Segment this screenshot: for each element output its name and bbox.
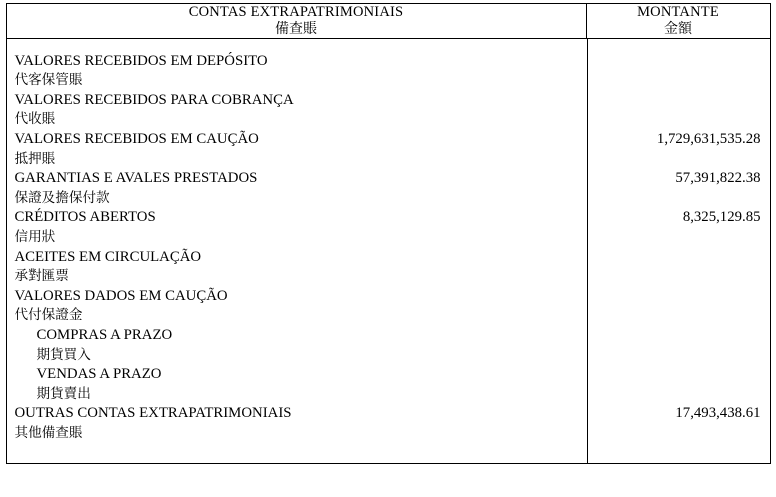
- account-amount: 17,493,438.61: [675, 405, 761, 422]
- account-amount: 1,729,631,535.28: [656, 131, 761, 147]
- table-row: [7, 171, 770, 191]
- account-rows: [7, 39, 770, 446]
- header-description-pt: CONTAS EXTRAPATRIMONIAIS: [188, 4, 404, 20]
- table-row: [7, 250, 770, 270]
- table-row: [7, 308, 770, 328]
- table-row: [7, 406, 770, 426]
- extrapatrimonial-accounts-table: [6, 3, 771, 464]
- account-label: 保證及擔保付款: [14, 189, 110, 206]
- table-row: [7, 112, 770, 132]
- account-label: 代收賬: [14, 111, 56, 128]
- account-label: 其他備查賬: [14, 424, 83, 441]
- body-wrapper: [7, 39, 770, 463]
- account-label: VALORES RECEBIDOS PARA COBRANÇA: [14, 91, 294, 108]
- account-label: 期貨賣出: [36, 385, 91, 402]
- header-description-zh: 備查賬: [275, 21, 317, 38]
- account-amount: 57,391,822.38: [675, 170, 761, 187]
- table-row: [7, 54, 770, 74]
- table-row: [7, 328, 770, 348]
- account-amount: 8,325,129.85: [682, 209, 761, 226]
- table-row: [7, 152, 770, 172]
- header-amount-zh: 金額: [664, 21, 692, 38]
- account-label: CRÉDITOS ABERTOS: [14, 209, 156, 226]
- table-row: [7, 210, 770, 230]
- account-label: VENDAS A PRAZO: [36, 366, 162, 383]
- account-label: 信用狀: [14, 228, 56, 245]
- account-label: GARANTIAS E AVALES PRESTADOS: [14, 170, 258, 187]
- account-label: 抵押賬: [14, 150, 56, 167]
- account-label: 承對匯票: [14, 268, 69, 285]
- table-header: [6, 4, 770, 39]
- body-cell: [6, 38, 770, 463]
- account-label: 代付保證金: [14, 307, 83, 324]
- account-label: VALORES DADOS EM CAUÇÃO: [14, 287, 228, 304]
- account-label: VALORES RECEBIDOS EM DEPÓSITO: [14, 52, 268, 69]
- table-row: [7, 367, 770, 387]
- table-row: [7, 230, 770, 250]
- table-row: [7, 132, 770, 152]
- account-label: COMPRAS A PRAZO: [36, 326, 173, 343]
- table-row: [7, 289, 770, 309]
- table-row: [7, 348, 770, 368]
- account-label: 代客保管賬: [14, 72, 83, 89]
- account-label: OUTRAS CONTAS EXTRAPATRIMONIAIS: [14, 405, 292, 422]
- header-amount-pt: MONTANTE: [637, 4, 719, 20]
- account-label: 期貨買入: [36, 346, 91, 363]
- header-amount: [586, 4, 770, 39]
- table-row: [7, 269, 770, 289]
- header-row: [6, 4, 770, 39]
- table-row: [7, 73, 770, 93]
- table-row: [7, 387, 770, 407]
- table-body: [6, 38, 770, 463]
- account-label: VALORES RECEBIDOS EM CAUÇÃO: [14, 131, 259, 147]
- table-row: [7, 93, 770, 113]
- body-row: [6, 38, 770, 463]
- account-label: ACEITES EM CIRCULAÇÃO: [14, 248, 202, 265]
- table-row: [7, 426, 770, 446]
- table-row: [7, 191, 770, 211]
- header-description: [6, 4, 586, 39]
- document-page: [0, 3, 776, 497]
- column-divider: [587, 39, 588, 463]
